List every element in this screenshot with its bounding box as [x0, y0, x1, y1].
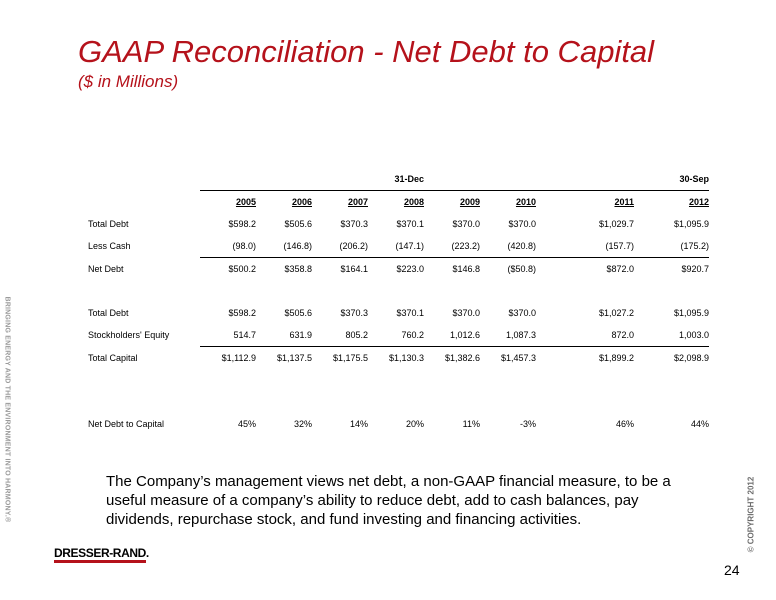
cell: -3%	[519, 419, 536, 429]
cell: $370.1	[396, 219, 424, 229]
cell: $598.2	[228, 219, 256, 229]
cell: 32%	[293, 419, 312, 429]
cell: $146.8	[424, 258, 480, 281]
logo-text: DRESSER-RAND.	[54, 546, 149, 560]
cell: $505.6	[284, 219, 312, 229]
spacer-row	[88, 369, 709, 391]
cell: 1,087.3	[505, 330, 536, 340]
row-label: Total Capital	[88, 352, 138, 363]
cell: 11%	[462, 419, 480, 429]
cell: $370.0	[452, 308, 480, 318]
financial-table	[88, 168, 709, 435]
cell: (175.2)	[680, 241, 709, 251]
cell: (157.7)	[605, 241, 634, 251]
cell: 631.9	[289, 330, 312, 340]
group-header-dec: 31-Dec	[368, 168, 424, 191]
cell: (206.2)	[339, 241, 368, 251]
year-header-row	[88, 191, 709, 214]
table-row	[88, 302, 709, 324]
cell: $370.0	[452, 219, 480, 229]
table-row	[88, 347, 709, 370]
cell: $1,130.3	[368, 347, 424, 370]
year-header: 2011	[614, 197, 634, 207]
cell: 1,012.6	[449, 330, 480, 340]
year-header: 2005	[235, 197, 256, 207]
cell: ($50.8)	[480, 258, 536, 281]
year-header: 2009	[459, 197, 480, 207]
year-header: 2007	[347, 197, 368, 207]
cell: $1,027.2	[598, 308, 634, 318]
year-header: 2012	[688, 197, 709, 207]
cell: $1,137.5	[256, 347, 312, 370]
cell: 514.7	[233, 330, 256, 340]
slide-subtitle: ($ in Millions)	[78, 72, 179, 91]
slide-title: GAAP Reconciliation - Net Debt to Capital	[78, 34, 655, 69]
row-label: Total Debt	[88, 219, 129, 229]
cell: 44%	[690, 419, 709, 429]
cell: 760.2	[401, 330, 424, 340]
table-row	[88, 413, 709, 435]
row-label: Stockholders' Equity	[88, 330, 170, 341]
cell: $1,457.3	[480, 347, 536, 370]
cell: $1,029.7	[598, 219, 634, 229]
cell: $223.0	[368, 258, 424, 281]
table-row	[88, 235, 709, 258]
cell: $370.3	[340, 308, 368, 318]
cell: $1,382.6	[424, 347, 480, 370]
disclosure-note: The Company’s management views net debt, a non-GAAP financial measure, to be a useful measure of a company’s ability to reduce debt, add to cash balances, pay dividends, repurchase stock, and fund investing and financing activities.	[106, 473, 671, 528]
cell: $358.8	[256, 258, 312, 281]
cell: $505.6	[284, 308, 312, 318]
cell: 805.2	[345, 330, 368, 340]
cell: $872.0	[536, 258, 634, 281]
year-header: 2010	[515, 197, 536, 207]
cell: $500.2	[200, 258, 256, 281]
year-header: 2008	[403, 197, 424, 207]
cell: $1,112.9	[200, 347, 256, 370]
spacer-row	[88, 280, 709, 302]
row-label: Less Cash	[88, 241, 131, 252]
tagline-vertical: BRINGING ENERGY AND THE ENVIRONMENT INTO HARMONY.®	[3, 296, 11, 523]
cell: $370.1	[396, 308, 424, 318]
row-label: Total Debt	[88, 308, 129, 318]
cell: $1,899.2	[536, 347, 634, 370]
cell: $920.7	[634, 258, 709, 281]
table-row	[88, 213, 709, 235]
row-label: Net Debt	[88, 263, 124, 274]
group-header-row	[88, 168, 709, 191]
copyright-vertical: © COPYRIGHT 2012	[746, 476, 756, 553]
cell: $1,175.5	[312, 347, 368, 370]
cell: (146.8)	[283, 241, 312, 251]
page-number: 24	[724, 562, 740, 578]
table-row	[88, 258, 709, 281]
cell: $370.0	[508, 219, 536, 229]
spacer-row	[88, 391, 709, 413]
cell: $598.2	[228, 308, 256, 318]
cell: 45%	[237, 419, 256, 429]
cell: $1,095.9	[673, 308, 709, 318]
cell: $164.1	[312, 258, 368, 281]
cell: $2,098.9	[634, 347, 709, 370]
cell: 872.0	[611, 330, 634, 340]
cell: (147.1)	[395, 241, 424, 251]
table-row	[88, 324, 709, 347]
row-label: Net Debt to Capital	[88, 419, 165, 429]
company-logo	[54, 546, 148, 562]
cell: $1,095.9	[673, 219, 709, 229]
group-header-sep: 30-Sep	[634, 168, 709, 191]
cell: 46%	[615, 419, 634, 429]
year-header: 2006	[291, 197, 312, 207]
cell: 20%	[405, 419, 424, 429]
cell: 1,003.0	[678, 330, 709, 340]
logo-bar	[54, 560, 146, 563]
cell: (223.2)	[451, 241, 480, 251]
cell: $370.0	[508, 308, 536, 318]
cell: 14%	[349, 419, 368, 429]
cell: (420.8)	[507, 241, 536, 251]
cell: (98.0)	[232, 241, 256, 251]
cell: $370.3	[340, 219, 368, 229]
